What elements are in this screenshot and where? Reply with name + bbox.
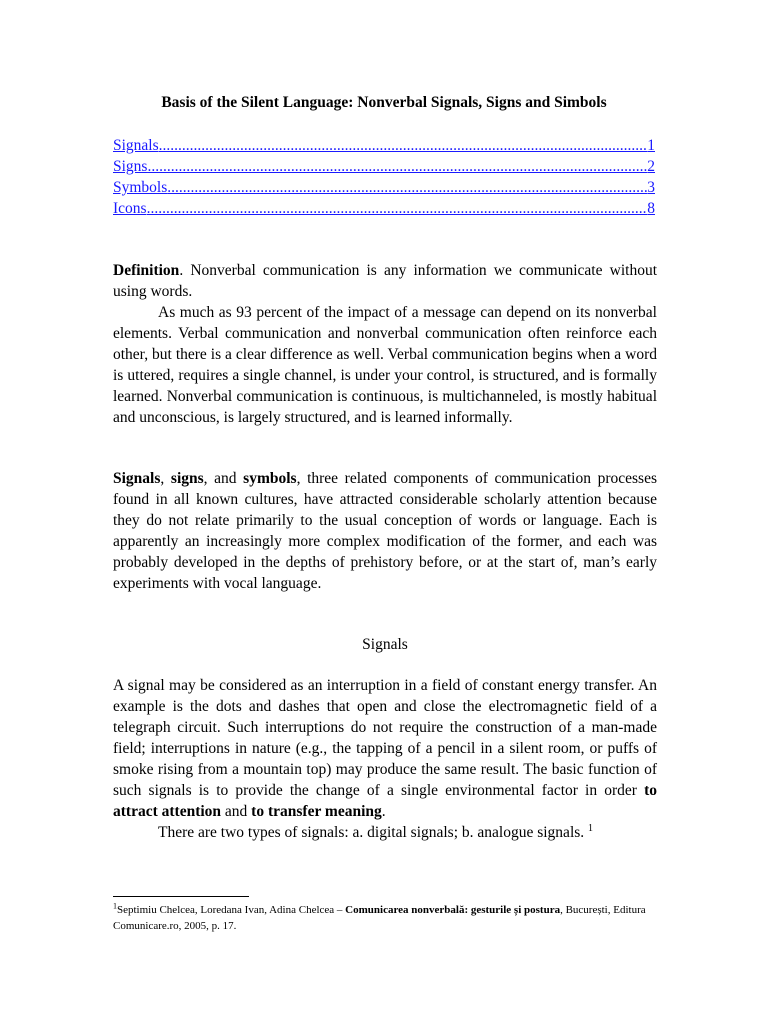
toc-label: Icons <box>113 200 147 217</box>
term-signals: Signals <box>113 470 161 487</box>
components-text: , three related components of communication processes found in all known cultures, have attracted considerable scholarly attention because they do not relate primarily to the usual conception of words or language. Each is apparently an increasingly more complex modification of the former, and each was probably developed in the depths of prehistory before, or at the start of, man’s early experiments with vocal language. <box>113 470 657 592</box>
signal-text: A signal may be considered as an interruption in a field of constant energy transfer. An example is the dots and dashes that open and close the electromagnetic field of a telegraph circuit. Such interruptions do not require the construction of a man-made field; interruptions in nature (e.g., the tapping of a pencil in a silent room, or puffs of smoke rising from a mountain top) may produce the same result. The basic function of such signals is to provide the change of a single environmental factor in order <box>113 677 657 799</box>
signal-text-mid: and <box>221 803 252 820</box>
document-title: Basis of the Silent Language: Nonverbal Signals, Signs and Simbols <box>161 94 607 111</box>
signal-types-paragraph <box>113 822 657 843</box>
signals-section <box>113 675 657 843</box>
emphasis-attract-attention: to attract attention <box>113 782 657 820</box>
toc-label: Signals <box>113 137 159 154</box>
definition-paragraph <box>113 260 657 302</box>
toc-label: Symbols <box>113 179 168 196</box>
term-symbols: symbols <box>243 470 297 487</box>
definition-term: Definition <box>113 262 180 279</box>
toc-link-signals[interactable] <box>113 135 655 156</box>
components-section <box>113 468 657 594</box>
components-paragraph <box>113 468 657 594</box>
toc-label: Signs <box>113 158 148 175</box>
emphasis-transfer-meaning: to transfer meaning <box>251 803 382 820</box>
signal-text-end: . <box>381 803 386 820</box>
table-of-contents <box>113 135 655 219</box>
definition-text: . Nonverbal communication is any information we communicate without using words. <box>113 262 657 300</box>
signal-types-text: There are two types of signals: a. digital signals; b. analogue signals. <box>158 824 585 841</box>
separator: , and <box>203 470 244 487</box>
definition-section <box>113 260 657 428</box>
footnote-mark: 1 <box>113 901 117 911</box>
toc-leader-dots <box>167 177 647 198</box>
impact-paragraph: As much as 93 percent of the impact of a message can depend on its nonverbal elements. Verbal communication and nonverbal communication often reinforce each other, but there is a clear difference as well. Verbal communication begins when a word is uttered, requires a single channel, is under your control, is structured, and is formally learned. Nonverbal communication is continuous, is multichanneled, is mostly habitual and unconscious, is largely structured, and is learned informally. <box>113 304 657 426</box>
toc-leader-dots <box>159 135 648 156</box>
toc-page-number: 8 <box>647 200 655 217</box>
signals-heading-block <box>113 634 657 655</box>
toc-page-number: 3 <box>647 179 655 196</box>
toc-page-number: 1 <box>647 137 655 154</box>
toc-page-number: 2 <box>647 158 655 175</box>
section-heading-signals: Signals <box>362 636 408 653</box>
signal-definition-paragraph <box>113 675 657 822</box>
footnote-divider <box>113 896 249 897</box>
toc-leader-dots <box>147 156 647 177</box>
toc-link-signs[interactable] <box>113 156 655 177</box>
toc-link-symbols[interactable] <box>113 177 655 198</box>
toc-leader-dots <box>147 198 648 219</box>
separator: , <box>160 470 171 487</box>
footnote-publisher: , București, Editura Comunicare.ro, 2005, p. 17. <box>113 904 646 932</box>
footnote-book-title: Comunicarea nonverbală: gesturile și postura <box>345 904 561 916</box>
footnote <box>113 902 661 934</box>
term-signs: signs <box>170 470 204 487</box>
toc-link-icons[interactable] <box>113 198 655 219</box>
footnote-authors: Septimiu Chelcea, Loredana Ivan, Adina Chelcea – <box>117 904 346 916</box>
footnote-reference[interactable]: 1 <box>588 822 594 834</box>
